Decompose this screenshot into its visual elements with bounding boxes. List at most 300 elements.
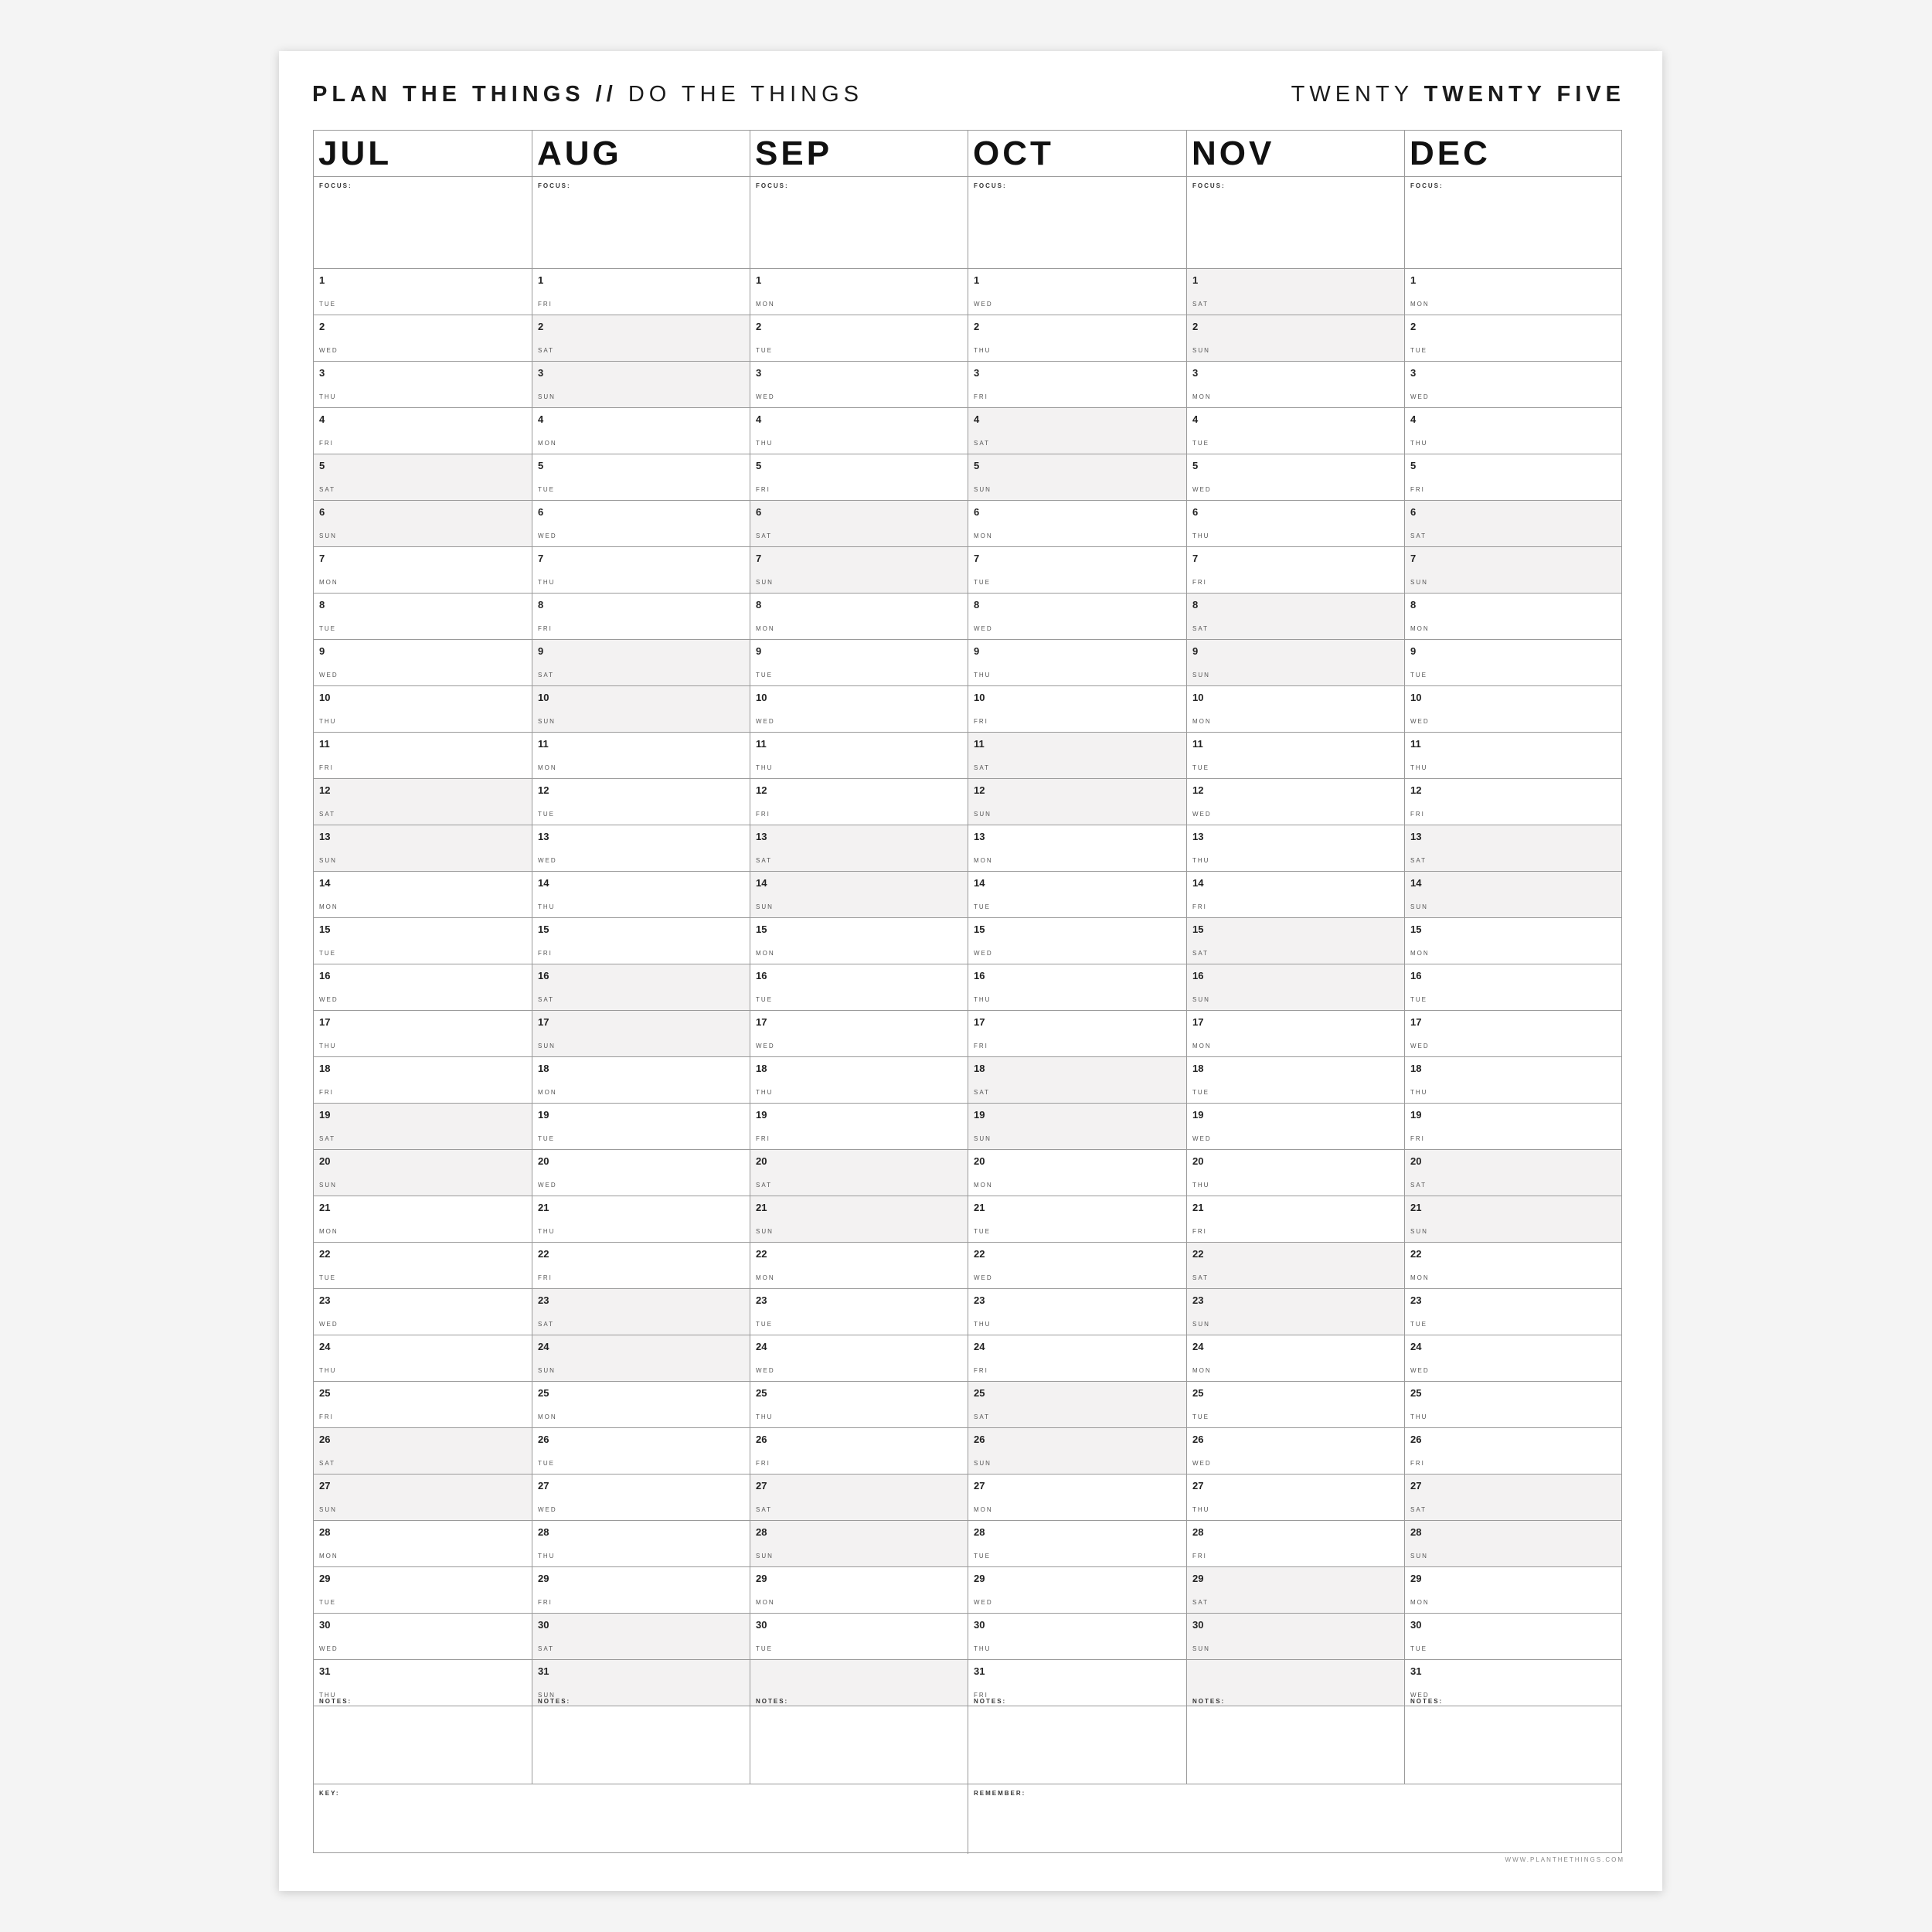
day-cell[interactable] <box>314 362 532 408</box>
day-cell[interactable] <box>314 1567 532 1614</box>
weekday-label: FRI <box>1192 903 1207 910</box>
day-cell[interactable] <box>532 408 750 454</box>
day-cell[interactable] <box>968 1243 1187 1289</box>
day-cell[interactable] <box>1187 269 1405 315</box>
day-number: 21 <box>974 1202 985 1213</box>
day-cell[interactable] <box>1187 779 1405 825</box>
day-cell[interactable] <box>314 454 532 501</box>
weekday-label: SUN <box>1410 903 1428 910</box>
weekday-label: MON <box>1410 625 1430 632</box>
weekday-label: WED <box>756 718 775 725</box>
day-number: 20 <box>1192 1155 1204 1167</box>
day-cell[interactable] <box>1405 1614 1621 1660</box>
day-cell[interactable] <box>532 501 750 547</box>
day-cell[interactable] <box>968 362 1187 408</box>
day-number: 15 <box>319 923 331 935</box>
day-cell[interactable] <box>968 594 1187 640</box>
day-cell[interactable] <box>1187 686 1405 733</box>
day-cell[interactable] <box>1187 362 1405 408</box>
day-cell[interactable] <box>532 733 750 779</box>
day-number: 14 <box>1192 877 1204 889</box>
day-cell[interactable] <box>1405 918 1621 964</box>
day-cell[interactable] <box>314 501 532 547</box>
day-cell[interactable] <box>314 779 532 825</box>
day-cell[interactable] <box>750 1150 968 1196</box>
day-cell[interactable] <box>750 594 968 640</box>
weekday-label: THU <box>538 1228 556 1235</box>
day-cell[interactable] <box>968 1104 1187 1150</box>
day-cell[interactable] <box>1405 640 1621 686</box>
weekday-label: WED <box>974 625 993 632</box>
day-cell[interactable] <box>314 1521 532 1567</box>
day-number: 15 <box>756 923 767 935</box>
weekday-label: FRI <box>756 1460 770 1467</box>
day-number: 8 <box>1192 599 1199 611</box>
day-cell[interactable] <box>1187 454 1405 501</box>
day-cell[interactable] <box>750 362 968 408</box>
day-cell[interactable] <box>968 918 1187 964</box>
day-cell[interactable] <box>532 640 750 686</box>
day-cell[interactable] <box>1405 1289 1621 1335</box>
day-number: 24 <box>1410 1341 1422 1352</box>
day-cell[interactable] <box>314 964 532 1011</box>
day-cell[interactable] <box>314 1382 532 1428</box>
day-cell[interactable] <box>750 1567 968 1614</box>
day-cell[interactable] <box>750 1011 968 1057</box>
day-cell[interactable] <box>968 269 1187 315</box>
day-number: 26 <box>1410 1434 1422 1445</box>
day-cell[interactable] <box>1405 964 1621 1011</box>
day-cell[interactable] <box>968 872 1187 918</box>
weekday-label: SUN <box>538 1692 556 1699</box>
day-cell[interactable] <box>1187 501 1405 547</box>
weekday-label: SAT <box>1192 1274 1209 1281</box>
weekday-label: SAT <box>756 1506 772 1513</box>
day-number: 5 <box>1410 460 1417 471</box>
day-cell[interactable] <box>750 454 968 501</box>
weekday-label: THU <box>538 903 556 910</box>
day-cell[interactable] <box>750 1614 968 1660</box>
weekday-label: SAT <box>1410 532 1427 539</box>
day-cell[interactable] <box>314 918 532 964</box>
day-cell[interactable] <box>750 1382 968 1428</box>
day-cell[interactable] <box>532 779 750 825</box>
day-cell[interactable] <box>532 872 750 918</box>
day-cell[interactable] <box>968 1567 1187 1614</box>
day-cell[interactable] <box>532 1521 750 1567</box>
day-number: 18 <box>756 1063 767 1074</box>
day-cell[interactable] <box>968 1475 1187 1521</box>
weekday-label: FRI <box>319 1413 334 1420</box>
weekday-label: SUN <box>756 1553 774 1560</box>
day-cell[interactable] <box>532 1150 750 1196</box>
day-cell[interactable] <box>968 1614 1187 1660</box>
day-cell[interactable] <box>314 1104 532 1150</box>
day-cell[interactable] <box>750 269 968 315</box>
weekday-label: WED <box>319 347 338 354</box>
day-cell[interactable] <box>968 1521 1187 1567</box>
day-number: 29 <box>974 1573 985 1584</box>
weekday-label: FRI <box>538 301 553 308</box>
day-number: 13 <box>756 831 767 842</box>
day-cell[interactable] <box>532 686 750 733</box>
focus-box[interactable] <box>532 177 750 269</box>
weekday-label: SAT <box>1410 857 1427 864</box>
weekday-label: TUE <box>319 301 336 308</box>
day-cell[interactable] <box>750 1104 968 1150</box>
day-cell[interactable] <box>532 1243 750 1289</box>
day-cell[interactable] <box>1187 1614 1405 1660</box>
day-cell[interactable] <box>1405 1428 1621 1475</box>
day-number: 4 <box>538 413 544 425</box>
day-cell[interactable] <box>314 640 532 686</box>
month-column-jul <box>314 131 532 1784</box>
day-cell[interactable] <box>968 1057 1187 1104</box>
day-cell[interactable] <box>314 1289 532 1335</box>
weekday-label: MON <box>1410 301 1430 308</box>
day-cell[interactable] <box>968 1335 1187 1382</box>
day-cell[interactable] <box>968 640 1187 686</box>
day-cell[interactable] <box>532 1335 750 1382</box>
day-cell[interactable] <box>532 964 750 1011</box>
weekday-label: SAT <box>1410 1506 1427 1513</box>
day-cell[interactable] <box>1187 640 1405 686</box>
day-cell[interactable] <box>314 1335 532 1382</box>
day-cell[interactable] <box>968 315 1187 362</box>
day-cell[interactable] <box>750 733 968 779</box>
day-cell[interactable] <box>1187 1011 1405 1057</box>
day-number: 1 <box>319 274 325 286</box>
weekday-label: THU <box>974 672 992 679</box>
day-cell[interactable] <box>314 269 532 315</box>
month-name: SEP <box>755 134 833 172</box>
day-cell[interactable] <box>750 1521 968 1567</box>
weekday-label: TUE <box>538 1460 555 1467</box>
focus-box[interactable] <box>968 177 1187 269</box>
day-number: 7 <box>1410 553 1417 564</box>
day-cell[interactable] <box>750 825 968 872</box>
focus-box[interactable] <box>1405 177 1621 269</box>
day-number: 1 <box>974 274 980 286</box>
day-cell[interactable] <box>1187 1057 1405 1104</box>
day-number: 30 <box>538 1619 549 1631</box>
day-cell[interactable] <box>750 1196 968 1243</box>
weekday-label: WED <box>756 1043 775 1049</box>
day-number: 17 <box>319 1016 331 1028</box>
day-cell[interactable] <box>1405 454 1621 501</box>
day-cell[interactable] <box>532 547 750 594</box>
day-cell[interactable] <box>750 501 968 547</box>
day-cell[interactable] <box>532 825 750 872</box>
day-cell[interactable] <box>1405 269 1621 315</box>
day-cell[interactable] <box>314 408 532 454</box>
weekday-label: WED <box>538 857 557 864</box>
focus-box[interactable] <box>314 177 532 269</box>
day-cell[interactable] <box>968 1382 1187 1428</box>
day-cell[interactable] <box>314 594 532 640</box>
day-cell[interactable] <box>750 1335 968 1382</box>
day-cell[interactable] <box>314 315 532 362</box>
weekday-label: MON <box>1410 1274 1430 1281</box>
day-cell[interactable] <box>968 779 1187 825</box>
day-cell[interactable] <box>1405 408 1621 454</box>
day-number: 12 <box>756 784 767 796</box>
month-column-nov <box>1187 131 1405 1784</box>
day-cell[interactable] <box>1405 1243 1621 1289</box>
day-cell[interactable] <box>1187 1335 1405 1382</box>
day-cell[interactable] <box>1187 825 1405 872</box>
day-cell[interactable] <box>968 408 1187 454</box>
day-cell[interactable] <box>314 1475 532 1521</box>
day-cell[interactable] <box>1405 1475 1621 1521</box>
day-cell[interactable] <box>1187 1428 1405 1475</box>
day-cell[interactable] <box>532 1614 750 1660</box>
day-number: 24 <box>756 1341 767 1352</box>
weekday-label: THU <box>1410 764 1428 771</box>
day-cell[interactable] <box>532 594 750 640</box>
day-cell[interactable] <box>532 1104 750 1150</box>
day-cell[interactable] <box>314 686 532 733</box>
day-cell[interactable] <box>1405 872 1621 918</box>
weekday-label: WED <box>319 996 338 1003</box>
weekday-label: TUE <box>1192 1413 1209 1420</box>
day-cell[interactable] <box>314 1614 532 1660</box>
day-number: 23 <box>1192 1294 1204 1306</box>
focus-box[interactable] <box>1187 177 1405 269</box>
day-cell[interactable] <box>532 454 750 501</box>
day-number: 8 <box>1410 599 1417 611</box>
day-cell[interactable] <box>968 547 1187 594</box>
day-cell[interactable] <box>1187 1475 1405 1521</box>
day-number: 22 <box>538 1248 549 1260</box>
day-cell[interactable] <box>1405 1382 1621 1428</box>
day-number: 16 <box>756 970 767 981</box>
day-cell[interactable] <box>1405 779 1621 825</box>
day-cell[interactable] <box>1405 686 1621 733</box>
day-cell[interactable] <box>750 1057 968 1104</box>
day-cell[interactable] <box>1187 1382 1405 1428</box>
day-cell[interactable] <box>532 362 750 408</box>
day-cell[interactable] <box>1187 1104 1405 1150</box>
day-cell[interactable] <box>1187 547 1405 594</box>
weekday-label: TUE <box>974 1553 991 1560</box>
day-cell[interactable] <box>750 1243 968 1289</box>
day-cell[interactable] <box>968 1011 1187 1057</box>
weekday-label: MON <box>1410 950 1430 957</box>
weekday-label: SUN <box>1192 347 1210 354</box>
day-cell[interactable] <box>968 1196 1187 1243</box>
day-cell[interactable] <box>532 1057 750 1104</box>
day-cell[interactable] <box>314 733 532 779</box>
weekday-label: SAT <box>538 347 554 354</box>
day-number: 19 <box>538 1109 549 1121</box>
day-number: 29 <box>756 1573 767 1584</box>
day-cell[interactable] <box>1187 1289 1405 1335</box>
day-cell[interactable] <box>1405 1335 1621 1382</box>
day-cell[interactable] <box>1405 1150 1621 1196</box>
day-cell[interactable] <box>532 1567 750 1614</box>
day-number: 28 <box>538 1526 549 1538</box>
day-cell[interactable] <box>968 733 1187 779</box>
day-cell[interactable] <box>314 547 532 594</box>
focus-label: FOCUS: <box>319 182 352 189</box>
weekday-label: TUE <box>974 579 991 586</box>
day-cell[interactable] <box>968 1150 1187 1196</box>
day-number: 17 <box>1410 1016 1422 1028</box>
day-number: 1 <box>1410 274 1417 286</box>
day-cell[interactable] <box>532 918 750 964</box>
day-number: 31 <box>538 1665 549 1677</box>
notes-box[interactable] <box>1187 1692 1405 1784</box>
day-cell[interactable] <box>1187 315 1405 362</box>
weekday-label: SAT <box>756 1182 772 1189</box>
weekday-label: TUE <box>319 1274 336 1281</box>
day-cell[interactable] <box>532 1011 750 1057</box>
day-cell[interactable] <box>532 1428 750 1475</box>
day-cell[interactable] <box>1405 733 1621 779</box>
day-cell[interactable] <box>1405 1521 1621 1567</box>
weekday-label: SAT <box>974 1089 990 1096</box>
day-cell[interactable] <box>1187 1150 1405 1196</box>
notes-box[interactable] <box>1405 1692 1621 1784</box>
day-cell[interactable] <box>314 872 532 918</box>
day-cell[interactable] <box>532 1475 750 1521</box>
day-cell[interactable] <box>314 1196 532 1243</box>
day-cell[interactable] <box>1187 408 1405 454</box>
day-cell[interactable] <box>1187 733 1405 779</box>
day-number: 11 <box>974 738 985 750</box>
remember-box[interactable] <box>968 1784 1621 1854</box>
weekday-label: THU <box>756 1089 774 1096</box>
day-cell[interactable] <box>1187 918 1405 964</box>
day-cell[interactable] <box>1187 1521 1405 1567</box>
day-cell[interactable] <box>750 1428 968 1475</box>
day-cell[interactable] <box>1405 594 1621 640</box>
day-cell[interactable] <box>532 1196 750 1243</box>
day-cell[interactable] <box>750 1289 968 1335</box>
day-number: 1 <box>1192 274 1199 286</box>
day-cell[interactable] <box>1405 825 1621 872</box>
day-cell[interactable] <box>1405 547 1621 594</box>
day-cell[interactable] <box>1187 964 1405 1011</box>
weekday-label: TUE <box>756 996 773 1003</box>
weekday-label: MON <box>974 1182 993 1189</box>
day-cell[interactable] <box>750 315 968 362</box>
day-number: 22 <box>319 1248 331 1260</box>
month-name: NOV <box>1192 134 1275 172</box>
weekday-label: THU <box>319 1043 337 1049</box>
day-cell[interactable] <box>314 1150 532 1196</box>
day-number: 15 <box>1410 923 1422 935</box>
day-cell[interactable] <box>1405 362 1621 408</box>
day-number: 2 <box>974 321 980 332</box>
day-cell[interactable] <box>750 1475 968 1521</box>
day-cell[interactable] <box>750 408 968 454</box>
day-cell[interactable] <box>750 640 968 686</box>
day-cell[interactable] <box>968 686 1187 733</box>
day-cell[interactable] <box>532 269 750 315</box>
notes-box[interactable] <box>532 1692 750 1784</box>
notes-label: NOTES: <box>756 1698 789 1705</box>
weekday-label: MON <box>974 1506 993 1513</box>
day-cell[interactable] <box>532 1382 750 1428</box>
weekday-label: SAT <box>1192 625 1209 632</box>
day-cell[interactable] <box>750 686 968 733</box>
day-cell[interactable] <box>750 547 968 594</box>
day-cell[interactable] <box>1187 1196 1405 1243</box>
notes-box[interactable] <box>750 1692 968 1784</box>
day-cell[interactable] <box>1187 1243 1405 1289</box>
day-cell[interactable] <box>750 918 968 964</box>
day-cell[interactable] <box>1187 872 1405 918</box>
notes-box[interactable] <box>314 1692 532 1784</box>
day-cell[interactable] <box>314 1428 532 1475</box>
day-cell[interactable] <box>1405 501 1621 547</box>
notes-box[interactable] <box>968 1692 1187 1784</box>
weekday-label: MON <box>1192 393 1212 400</box>
day-number: 14 <box>1410 877 1422 889</box>
day-number: 30 <box>1410 1619 1422 1631</box>
day-cell[interactable] <box>968 825 1187 872</box>
month-column-sep <box>750 131 968 1784</box>
weekday-label: WED <box>974 950 993 957</box>
weekday-label: SUN <box>1410 1553 1428 1560</box>
month-header <box>968 131 1187 177</box>
focus-box[interactable] <box>750 177 968 269</box>
day-number: 10 <box>756 692 767 703</box>
day-cell[interactable] <box>968 454 1187 501</box>
day-cell[interactable] <box>1405 1567 1621 1614</box>
day-number: 3 <box>756 367 762 379</box>
day-cell[interactable] <box>314 825 532 872</box>
day-cell[interactable] <box>1187 1567 1405 1614</box>
day-cell[interactable] <box>532 1289 750 1335</box>
day-cell[interactable] <box>750 872 968 918</box>
day-cell[interactable] <box>1405 1196 1621 1243</box>
day-cell[interactable] <box>750 779 968 825</box>
day-cell[interactable] <box>1405 315 1621 362</box>
weekday-label: FRI <box>319 440 334 447</box>
day-cell[interactable] <box>1187 594 1405 640</box>
weekday-label: WED <box>974 1274 993 1281</box>
day-number: 30 <box>974 1619 985 1631</box>
day-cell[interactable] <box>1405 1057 1621 1104</box>
tagline-bold: PLAN THE THINGS // <box>312 82 617 107</box>
day-cell[interactable] <box>750 964 968 1011</box>
day-cell[interactable] <box>968 1289 1187 1335</box>
day-cell[interactable] <box>1405 1011 1621 1057</box>
focus-label: FOCUS: <box>1410 182 1444 189</box>
key-box[interactable] <box>314 1784 968 1854</box>
day-cell[interactable] <box>314 1011 532 1057</box>
weekday-label: FRI <box>756 811 770 818</box>
day-cell[interactable] <box>968 501 1187 547</box>
day-cell[interactable] <box>1405 1104 1621 1150</box>
day-cell[interactable] <box>968 964 1187 1011</box>
day-cell[interactable] <box>532 315 750 362</box>
weekday-label: SAT <box>538 996 554 1003</box>
weekday-label: SAT <box>756 532 772 539</box>
weekday-label: SUN <box>319 1182 337 1189</box>
day-cell[interactable] <box>968 1428 1187 1475</box>
day-cell[interactable] <box>314 1057 532 1104</box>
day-number: 23 <box>1410 1294 1422 1306</box>
focus-label: FOCUS: <box>538 182 571 189</box>
day-number: 6 <box>974 506 980 518</box>
weekday-label: MON <box>756 950 775 957</box>
day-number: 8 <box>319 599 325 611</box>
day-cell[interactable] <box>314 1243 532 1289</box>
